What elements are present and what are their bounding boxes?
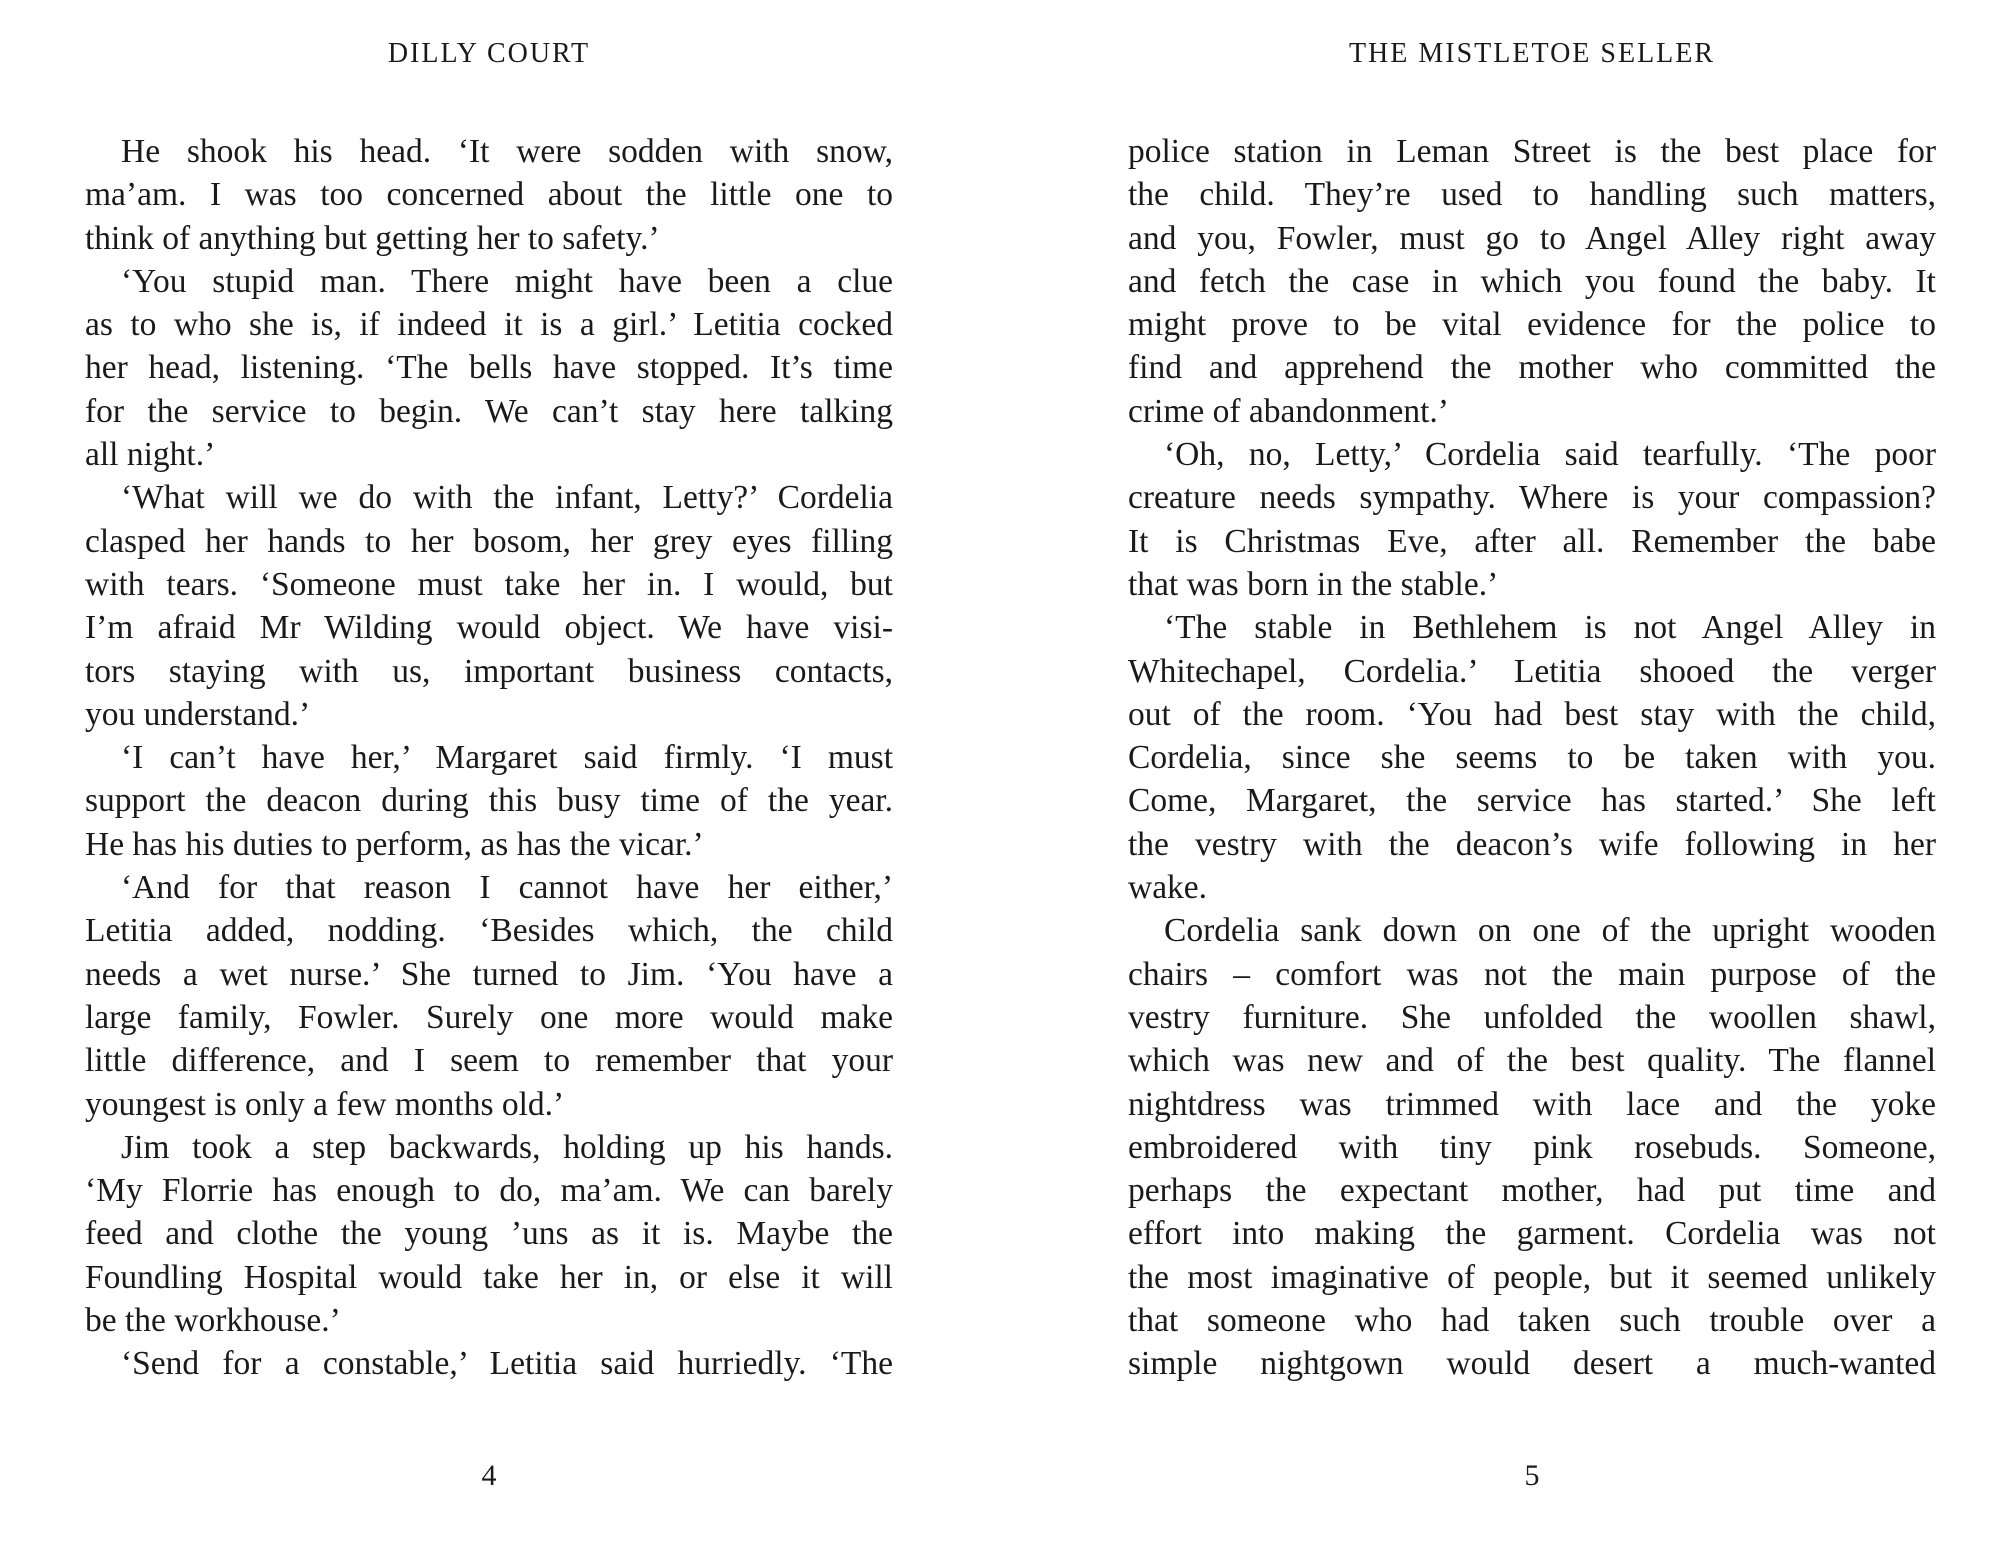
text-line: Jim took a step backwards, holding up his hands.	[121, 1128, 893, 1166]
text-line: I’m afraid Mr Wilding would object. We have visi-	[85, 609, 893, 647]
text-line: ma’am. I was too concerned about the little one to	[85, 176, 893, 214]
text-line: chairs – comfort was not the main purpose of the	[1128, 955, 1936, 993]
text-line: simple nightgown would desert a much-wanted	[1128, 1345, 1936, 1383]
text-line: that someone who had taken such trouble over a	[1128, 1302, 1936, 1340]
text-line: embroidered with tiny pink rosebuds. Someone,	[1128, 1128, 1936, 1166]
text-line: ‘I can’t have her,’ Margaret said firmly. ‘I must	[121, 739, 893, 777]
text-line: support the deacon during this busy time of the year.	[85, 782, 893, 820]
text-line: with tears. ‘Someone must take her in. I would, but	[85, 565, 893, 603]
text-line: He has his duties to perform, as has the vicar.’	[85, 825, 704, 863]
text-line: He shook his head. ‘It were sodden with snow,	[121, 133, 893, 170]
text-line: think of anything but getting her to safety.’	[85, 219, 660, 257]
text-line: effort into making the garment. Cordelia was not	[1128, 1215, 1936, 1253]
text-line: and fetch the case in which you found the baby. It	[1128, 262, 1936, 300]
text-line: Cordelia sank down on one of the upright wooden	[1164, 912, 1936, 950]
text-line: out of the room. ‘You had best stay with the child,	[1128, 695, 1936, 733]
text-line: clasped her hands to her bosom, her grey eyes filling	[85, 522, 893, 560]
body-text	[85, 130, 893, 1386]
text-line: ‘The stable in Bethlehem is not Angel Alley in	[1164, 609, 1936, 647]
text-line: youngest is only a few months old.’	[85, 1085, 565, 1123]
text-line: ‘You stupid man. There might have been a clue	[121, 262, 893, 300]
text-line: ‘My Florrie has enough to do, ma’am. We can barely	[85, 1172, 893, 1210]
running-head-title: THE MISTLETOE SELLER	[1348, 38, 1716, 69]
text-line: find and apprehend the mother who committed the	[1128, 349, 1936, 387]
text-line: crime of abandonment.’	[1128, 392, 1449, 430]
text-line: you understand.’	[85, 695, 311, 733]
text-line: that was born in the stable.’	[1128, 565, 1499, 603]
text-line: her head, listening. ‘The bells have stopped. It’s time	[85, 349, 893, 387]
text-line: wake.	[1128, 869, 1208, 907]
text-line: ‘Oh, no, Letty,’ Cordelia said tearfully. ‘The poor	[1164, 436, 1936, 474]
text-line: might prove to be vital evidence for the police to	[1128, 306, 1936, 344]
page-number: 5	[1524, 1459, 1540, 1492]
running-head-author: DILLY COURT	[387, 38, 591, 69]
text-line: It is Christmas Eve, after all. Remember the babe	[1128, 522, 1936, 560]
text-line: which was new and of the best quality. The flannel	[1128, 1042, 1936, 1080]
text-line: and you, Fowler, must go to Angel Alley right away	[1128, 219, 1936, 257]
text-line: feed and clothe the young ’uns as it is. Maybe the	[85, 1215, 893, 1253]
text-line: ‘Send for a constable,’ Letitia said hurriedly. ‘The	[121, 1345, 893, 1383]
right-page	[1000, 0, 2000, 1556]
text-line: the child. They’re used to handling such matters,	[1128, 176, 1936, 214]
text-line: large family, Fowler. Surely one more would make	[85, 998, 893, 1036]
text-line: perhaps the expectant mother, had put time and	[1128, 1172, 1936, 1210]
text-line: little difference, and I seem to remember that your	[85, 1042, 893, 1080]
text-line: Whitechapel, Cordelia.’ Letitia shooed the verger	[1128, 652, 1936, 690]
text-line: ‘What will we do with the infant, Letty?’ Cordelia	[121, 479, 893, 517]
text-line: vestry furniture. She unfolded the woollen shawl,	[1128, 998, 1936, 1036]
text-line: Come, Margaret, the service has started.’ She left	[1128, 782, 1936, 820]
text-line: Foundling Hospital would take her in, or else it will	[85, 1258, 893, 1296]
text-line: Letitia added, nodding. ‘Besides which, the child	[85, 912, 893, 950]
text-line: as to who she is, if indeed it is a girl.’ Letitia cocked	[85, 306, 893, 344]
text-line: nightdress was trimmed with lace and the yoke	[1128, 1085, 1936, 1123]
text-line: needs a wet nurse.’ She turned to Jim. ‘You have a	[85, 955, 893, 993]
text-line: the vestry with the deacon’s wife following in her	[1128, 825, 1936, 863]
text-line: creature needs sympathy. Where is your compassion?	[1128, 479, 1936, 517]
text-line: all night.’	[85, 436, 216, 474]
text-line: for the service to begin. We can’t stay here talking	[85, 392, 893, 430]
page-number: 4	[481, 1459, 497, 1492]
body-text	[1128, 130, 1936, 1386]
text-line: the most imaginative of people, but it seemed unlikely	[1128, 1258, 1936, 1296]
text-line: police station in Leman Street is the best place for	[1128, 133, 1936, 170]
text-line: tors staying with us, important business contacts,	[85, 652, 893, 690]
text-line: be the workhouse.’	[85, 1302, 341, 1340]
text-line: ‘And for that reason I cannot have her either,’	[121, 869, 893, 907]
text-line: Cordelia, since she seems to be taken with you.	[1128, 739, 1936, 777]
